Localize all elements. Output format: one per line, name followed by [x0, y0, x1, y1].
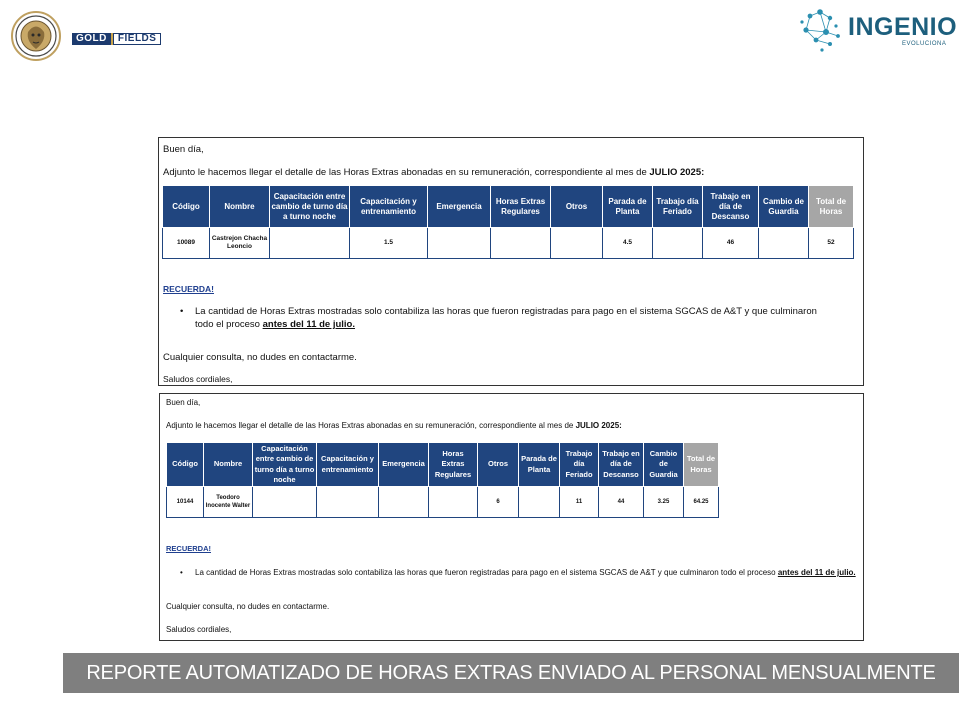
- col-nombre: Nombre: [210, 186, 270, 228]
- cell-capacitacion-cambio-turno: [253, 487, 317, 518]
- col-trabajo-feriado: Trabajo día Feriado: [653, 186, 703, 228]
- goldfields-lion-seal-icon: [11, 11, 61, 61]
- col-total-horas: Total de Horas: [809, 186, 854, 228]
- overtime-table-header-row: [163, 186, 854, 228]
- reminder-deadline: antes del 11 de julio.: [777, 568, 856, 577]
- goldfields-word-gold: GOLD: [72, 33, 111, 45]
- email-preview-2: [159, 393, 864, 641]
- email-intro-text: Adjunto le hacemos llegar el detalle de las Horas Extras abonadas en su remuneración, correspondiente al mes de: [166, 421, 576, 430]
- col-capacitacion-cambio-turno: Capacitación entre cambio de turno día a turno noche: [270, 186, 350, 228]
- email-intro: [163, 167, 704, 178]
- reminder-deadline: antes del 11 de julio.: [262, 319, 356, 330]
- col-nombre: Nombre: [204, 443, 253, 487]
- email-closing: Saludos cordiales,: [166, 625, 232, 634]
- email-intro-end: :: [701, 167, 705, 178]
- cell-parada-planta: [519, 487, 560, 518]
- col-capacitacion-entrenamiento: Capacitación y entrenamiento: [317, 443, 379, 487]
- cell-otros: [551, 228, 603, 259]
- email-greeting: Buen día,: [166, 398, 201, 407]
- reminder-label: RECUERDA!: [163, 284, 214, 294]
- bullet-dot-icon: •: [180, 306, 184, 317]
- overtime-table-header-row: [167, 443, 719, 487]
- col-trabajo-feriado: Trabajo día Feriado: [560, 443, 599, 487]
- cell-capacitacion-entrenamiento: 1.5: [350, 228, 428, 259]
- col-emergencia: Emergencia: [428, 186, 491, 228]
- email-intro: [166, 421, 622, 430]
- goldfields-wordmark: [72, 33, 161, 45]
- cell-otros: 6: [478, 487, 519, 518]
- email-intro-month: JULIO 2025: [649, 167, 702, 178]
- overtime-table: [166, 442, 719, 518]
- overtime-table: [162, 185, 854, 259]
- cell-trabajo-feriado: 11: [560, 487, 599, 518]
- cell-emergencia: [379, 487, 429, 518]
- col-horas-extras-regulares: Horas Extras Regulares: [491, 186, 551, 228]
- ingenio-tagline: EVOLUCIONA: [902, 41, 947, 47]
- cell-capacitacion-cambio-turno: [270, 228, 350, 259]
- col-parada-planta: Parada de Planta: [603, 186, 653, 228]
- col-otros: Otros: [478, 443, 519, 487]
- goldfields-word-fields: FIELDS: [113, 33, 162, 45]
- col-total-horas: Total de Horas: [684, 443, 719, 487]
- col-capacitacion-cambio-turno: Capacitación entre cambio de turno día a turno noche: [253, 443, 317, 487]
- footer-banner: REPORTE AUTOMATIZADO DE HORAS EXTRAS ENVIADO AL PERSONAL MENSUALMENTE: [63, 653, 959, 693]
- col-trabajo-descanso: Trabajo en día de Descanso: [599, 443, 644, 487]
- cell-nombre: Castrejon Chacha Leoncio: [210, 228, 270, 259]
- col-cambio-guardia: Cambio de Guardia: [644, 443, 684, 487]
- col-emergencia: Emergencia: [379, 443, 429, 487]
- reminder-text: La cantidad de Horas Extras mostradas solo contabiliza las horas que fueron registradas para pago en el sistema SGCAS de A&T y que culminaron todo el proceso: [195, 568, 778, 577]
- reminder-bullet: [180, 567, 870, 578]
- col-trabajo-descanso: Trabajo en día de Descanso: [703, 186, 759, 228]
- cell-total-horas: 52: [809, 228, 854, 259]
- cell-horas-extras-regulares: [491, 228, 551, 259]
- ingenio-wordmark: INGENIO: [848, 13, 958, 41]
- cell-trabajo-feriado: [653, 228, 703, 259]
- table-row: [167, 487, 719, 518]
- cell-cambio-guardia: 3.25: [644, 487, 684, 518]
- cell-horas-extras-regulares: [429, 487, 478, 518]
- col-codigo: Código: [167, 443, 204, 487]
- email-intro-text: Adjunto le hacemos llegar el detalle de las Horas Extras abonadas en su remuneración, correspondiente al mes de: [163, 167, 650, 178]
- col-parada-planta: Parada de Planta: [519, 443, 560, 487]
- col-cambio-guardia: Cambio de Guardia: [759, 186, 809, 228]
- cell-parada-planta: 4.5: [603, 228, 653, 259]
- cell-cambio-guardia: [759, 228, 809, 259]
- cell-trabajo-descanso: 46: [703, 228, 759, 259]
- reminder-label: RECUERDA!: [166, 544, 211, 553]
- col-capacitacion-entrenamiento: Capacitación y entrenamiento: [350, 186, 428, 228]
- cell-codigo: 10144: [167, 487, 204, 518]
- reminder-text: La cantidad de Horas Extras mostradas solo contabiliza las horas que fueron registradas para pago en el sistema SGCAS de A&T y que culminaron todo el proceso: [195, 306, 817, 330]
- email-contact-line: Cualquier consulta, no dudes en contactarme.: [163, 352, 357, 363]
- email-contact-line: Cualquier consulta, no dudes en contactarme.: [166, 602, 330, 611]
- email-intro-end: :: [619, 421, 622, 430]
- email-preview-1: [158, 137, 864, 386]
- col-horas-extras-regulares: Horas Extras Regulares: [429, 443, 478, 487]
- reminder-bullet: [180, 305, 830, 331]
- cell-emergencia: [428, 228, 491, 259]
- email-closing: Saludos cordiales,: [163, 374, 233, 384]
- cell-trabajo-descanso: 44: [599, 487, 644, 518]
- email-greeting: Buen día,: [163, 144, 204, 155]
- col-codigo: Código: [163, 186, 210, 228]
- email-intro-month: JULIO 2025: [575, 421, 620, 430]
- cell-total-horas: 64.25: [684, 487, 719, 518]
- table-row: [163, 228, 854, 259]
- cell-codigo: 10089: [163, 228, 210, 259]
- cell-capacitacion-entrenamiento: [317, 487, 379, 518]
- col-otros: Otros: [551, 186, 603, 228]
- cell-nombre: Teodoro Inocente Walter: [204, 487, 253, 518]
- bullet-dot-icon: •: [180, 568, 183, 577]
